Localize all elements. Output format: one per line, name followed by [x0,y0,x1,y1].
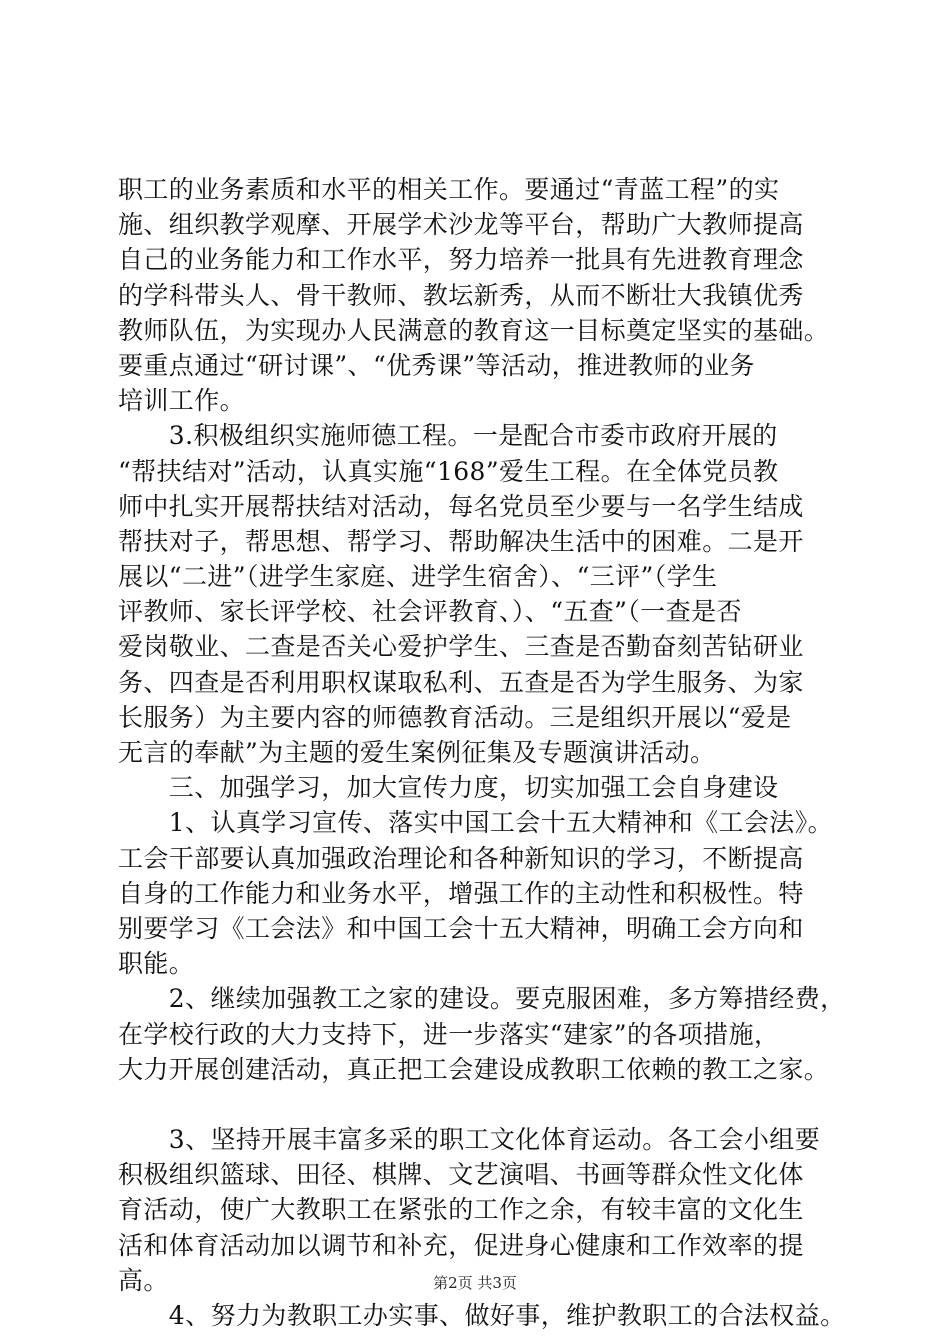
blank-line [118,1087,838,1122]
text-line: 展以“二进”（进学生家庭、进学生宿舍）、“三评”（学生 [118,562,718,592]
text-line: 评教师、家长评学校、社会评教育、）、“五查”（一查是否 [118,597,742,627]
text-line: 长服务）为主要内容的师德教育活动。三是组织开展以“爱是 [118,702,792,732]
text-line: 别要学习《工会法》和中国工会十五大精神，明确工会方向和 [118,913,804,943]
text-line: 的学科带头人、骨干教师、教坛新秀，从而不断壮大我镇优秀 [118,280,804,310]
text-line: 在学校行政的大力支持下，进一步落实“建家”的各项措施， [118,1019,780,1049]
section-heading: 三、加强学习，加大宣传力度，切实加强工会自身建设 [118,773,779,803]
text-line: 自身的工作能力和业务水平，增强工作的主动性和积极性。特 [118,878,804,908]
text-line: 职工的业务素质和水平的相关工作。要通过“青蓝工程”的实 [118,175,780,204]
text-line: 工会干部要认真加强政治理论和各种新知识的学习，不断提高 [118,843,804,873]
text-line: 爱岗敬业、二查是否关心爱护学生、三查是否勤奋刻苦钻研业 [118,632,804,662]
text-line: 务、四查是否利用职权谋取私利、五查是否为学生服务、为家 [118,667,804,697]
page-number: 第2页 共3页 [433,1274,517,1292]
text-line: 自己的业务能力和工作水平，努力培养一批具有先进教育理念 [118,245,804,275]
text-line: 活和体育活动加以调节和补充，促进身心健康和工作效率的提 [118,1230,804,1260]
text-line: 无言的奉献”为主题的爱生案例征集及专题演讲活动。 [118,738,716,767]
text-line: 职能。 [118,949,195,979]
text-line: 1、认真学习宣传、落实中国工会十五大精神和《工会法》。 [118,808,834,838]
text-line: 要重点通过“研讨课”、“优秀课”等活动，推进教师的业务 [118,350,755,380]
text-line: 施、组织教学观摩、开展学术沙龙等平台，帮助广大教师提高 [118,210,804,240]
text-line: 育活动，使广大教职工在紧张的工作之余，有较丰富的文化生 [118,1195,804,1225]
text-line: 帮扶对子，帮思想、帮学习、帮助解决生活中的困难。二是开 [118,526,804,556]
text-line: 4、努力为教职工办实事、做好事，维护教职工的合法权益。 [118,1301,846,1330]
text-line: 师中扎实开展帮扶结对活动，每名党员至少要与一名学生结成 [118,491,804,521]
text-line: 3.积极组织实施师德工程。一是配合市委市政府开展的 [118,421,778,451]
document-body [118,172,846,1333]
text-line: 2、继续加强教工之家的建设。要克服困难，多方筹措经费， [118,984,846,1014]
text-line: 培训工作。 [118,386,246,416]
text-line: “帮扶结对”活动，认真实施“168”爱生工程。在全体党员教 [118,456,779,486]
text-line: 教师队伍，为实现办人民满意的教育这一目标奠定坚实的基础。 [118,315,830,345]
text-line: 高。 [118,1265,169,1295]
text-line: 积极组织篮球、田径、棋牌、文艺演唱、书画等群众性文化体 [118,1160,804,1190]
text-line: 3、坚持开展丰富多采的职工文化体育运动。各工会小组要 [118,1125,821,1155]
text-line: 大力开展创建活动，真正把工会建设成教职工依赖的教工之家。 [118,1054,830,1084]
